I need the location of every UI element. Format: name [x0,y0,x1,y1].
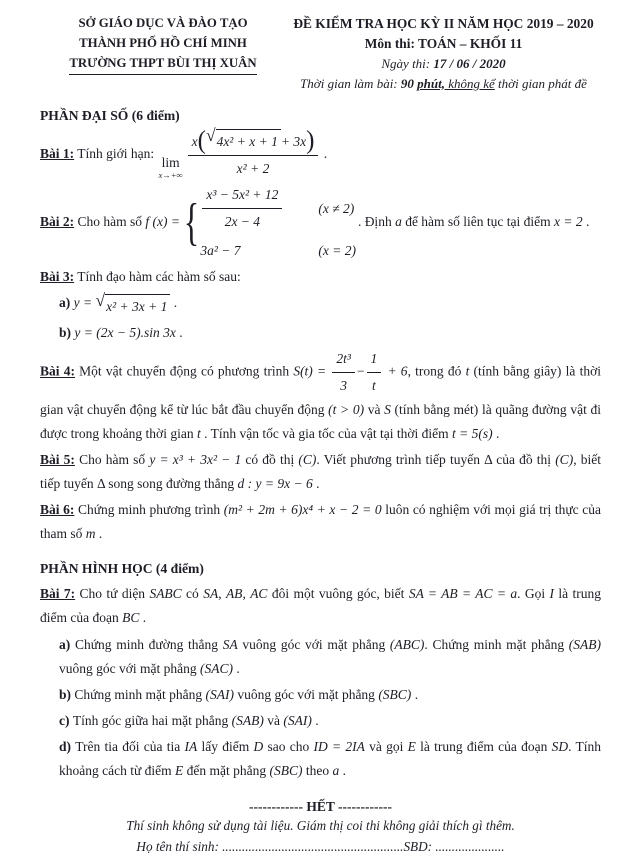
text-run: Bài 6: [40,502,75,518]
text-run: E [407,738,416,754]
square-root: √ 4x² + x + 1 [206,129,281,154]
open-paren: ( [197,126,206,156]
text-run: không kể [444,75,495,91]
text-run: . Viết phương trình tiếp tuyến Δ của đồ thị [316,452,556,468]
text-run: d) [59,738,76,754]
text-run: , trong đó [407,363,466,379]
text-run: Bài 3: [40,269,75,285]
text-run: có [181,586,204,602]
text-run: đến mặt phẳng [183,762,270,778]
text-run: E [175,762,184,778]
problem-7b [59,683,601,707]
text-run: . Gọi [517,586,550,602]
text-run: I [549,586,555,602]
text-run: S [384,402,391,418]
text-run: vuông góc với mặt phẳng [237,636,390,652]
text-run: Bài 4: [40,363,75,379]
problem-1: Bài 1: Tính giới hạn: lim x→+∞ x ( √ 4x² + x + 1 + 3x ) x² + 2 . [40,125,328,180]
text-run: x = 2 [554,214,583,230]
candidate-name-line: Họ tên thí sinh: .......................................................SBD: ..................... [136,838,505,854]
text-run: Tính góc giữa hai mặt phẳng [72,712,232,728]
text-run: ID = 2IA [313,738,365,754]
text-run: Cho tứ diện [75,586,150,602]
text-run: là trung điểm của đoạn [40,586,601,626]
problem-7 [40,582,601,630]
text-run: Bài 7: [40,586,76,602]
text-run: . [175,325,183,341]
text-run: y = [73,295,96,311]
case-2-expression: 3a² − 7 [200,243,241,259]
text-run: . [582,214,590,230]
text-run: IA [184,738,198,754]
text-run: . [411,686,419,702]
text-run: vuông góc với mặt phẳng [233,686,379,702]
text-run: là trung điểm của đoạn [415,738,552,754]
limit-operator: lim x→+∞ [158,155,183,180]
case-1-fraction: $\frac{\text{x³ − 5x² + 12}}{2x - 4}$ [202,183,282,234]
text-run: Một vật chuyển động có phương trình [74,363,294,379]
text-run: (C) [555,452,574,468]
text-run: AC [250,586,268,602]
text-run: b) [59,686,75,702]
text-run: theo [302,762,333,778]
exam-date [286,54,601,74]
text-run: m [85,526,96,542]
text-run: 17 / 06 / 2020 [433,56,506,72]
text-run: y = (2x − 5).sin 3x [74,325,176,341]
text-run: a [332,762,340,778]
problem-7c [59,709,601,733]
problem-4 [40,347,601,446]
issuer-block [40,14,286,75]
exam-rules-note: Thí sinh không sử dụng tài liệu. Giám thị coi thi không giải thích gì thêm. [126,817,515,833]
text-run: f (x) = [145,214,184,230]
text-run: Tính đạo hàm các hàm số sau: [74,269,241,285]
text-run: 90 [400,75,418,91]
text-run: , [242,586,251,602]
radical-sign: √ [205,125,216,146]
text-run: S(t) = [293,363,331,379]
text-run: t [196,426,201,442]
text-run: Bài 1: [40,146,75,162]
text-run: Trên tia đối của tia [75,738,185,754]
text-run: Chứng minh phương trình [74,502,224,518]
text-run: c) [59,712,73,728]
text-run: . [492,426,500,442]
case-2-condition: (x = 2) [318,243,356,259]
text-run: y = x³ + 3x² − 1 [149,452,242,468]
cases-brace: { [184,193,200,251]
problem-7d [59,735,601,783]
school-name: TRƯỜNG THPT BÙI THỊ XUÂN [69,54,256,76]
text-run: và gọi [364,738,408,754]
text-run: , biết tiếp tuyến Δ song song đường thẳng [40,452,601,492]
text-run: . Tính vận tốc và gia tốc của vật tại thời điểm [200,426,453,442]
exam-duration [286,74,601,94]
text-run: SD [551,738,569,754]
problem-4-fraction-1: $\frac{\text{2t³}}{3}$ [332,347,355,398]
text-run: + 6 [383,363,408,379]
problem-7a [59,633,601,681]
text-run: Bài 2: [40,214,75,230]
text-run: (t > 0) [328,402,365,418]
text-run: SA [203,586,219,602]
problem-2-intro [40,214,183,229]
issuer-line-2: THÀNH PHỐ HỒ CHÍ MINH [79,35,247,50]
text-run: . [233,660,240,676]
exam-title-block [286,14,601,93]
text-run: phút, [417,75,445,91]
text-run: . Định [357,214,396,230]
text-run: sao cho [263,738,314,754]
text-run: (SBC) [378,686,412,702]
text-run: . Chứng minh mặt phẳng [424,636,569,652]
text-run: Cho hàm số [74,452,150,468]
text-run: (SAB) [568,636,602,652]
text-run: (C) [298,452,317,468]
text-run: (SBC) [269,762,303,778]
end-marker: ------------ HẾT ------------ [249,798,392,814]
problem-3a [59,291,601,319]
problem-1-intro [40,146,158,161]
text-run: t = 5(s) [452,426,493,442]
text-run: . [139,610,147,626]
text-run: , [218,586,226,602]
text-run: . [170,295,178,311]
radical-sign: √ [95,290,106,311]
text-run: a [395,214,402,230]
text-run: Bài 5: [40,452,75,468]
exam-subject: Môn thi: TOÁN – KHỐI 11 [364,36,523,52]
text-run: đôi một vuông góc, biết [267,586,409,602]
problem-3 [40,265,601,289]
text-run: (SAC) [200,660,233,676]
exam-title: ĐỀ KIỂM TRA HỌC KỲ II NĂM HỌC 2019 – 2020 [293,16,594,31]
text-run: thời gian phát đề [494,75,587,91]
text-run: SABC [149,586,182,602]
text-run: và [263,712,284,728]
text-run: Chứng minh đường thẳng [74,636,223,652]
text-run: (tính bằng giây) là thời gian vật chuyển động kể từ lúc bắt đầu chuyển động [40,363,601,418]
text-run: và [364,402,385,418]
text-run: Ngày thi: [381,56,434,72]
text-run: a) [59,295,74,311]
text-run: Cho hàm số [74,214,146,230]
text-run: (SAB) [231,712,264,728]
document-header [40,14,601,93]
text-run: có đồ thị [241,452,299,468]
text-run: . [312,476,320,492]
text-run: d : y = 9x − 6 [237,476,313,492]
text-run: (m² + 2m + 6)x⁴ + x − 2 = 0 [223,502,382,518]
text-run: (SAI) [205,686,234,702]
problem-6 [40,498,601,546]
issuer-line-1: SỞ GIÁO DỤC VÀ ĐÀO TẠO [78,16,248,30]
text-run: Chứng minh mặt phẳng [74,686,206,702]
problem-2-question [358,214,589,229]
problem-2 [40,183,601,263]
text-run: BC [122,610,140,626]
text-run: AB [225,586,243,602]
problem-5 [40,448,601,496]
text-run: vuông góc với mặt phẳng [59,660,200,676]
text-run: (tính bằng mét) là quãng đường vật đi được trong khoảng thời gian [40,402,601,442]
section-algebra-heading: PHẦN ĐẠI SỐ (6 điểm) [40,108,180,124]
problem-4-fraction-2: $\frac{1}{t}$ [367,347,382,398]
text-run: để hàm số liên tục tại điểm [401,214,555,230]
text-run: D [253,738,264,754]
problem-3b [59,321,601,345]
minus-sign: − [356,363,365,379]
text-run: Tính giới hạn: [74,146,158,162]
text-run: . [339,762,347,778]
case-1-condition: (x ≠ 2) [318,200,355,216]
text-run: . Tính khoảng cách từ điểm [59,738,601,778]
problem-1-fraction: x ( √ 4x² + x + 1 + 3x ) x² + 2 [188,129,319,181]
text-run: t [465,363,470,379]
close-paren: ) [306,126,315,156]
text-run: . [311,712,319,728]
section-geometry-heading: PHẦN HÌNH HỌC (4 điểm) [40,561,204,577]
text-run: SA [222,636,238,652]
text-run: b) [59,325,75,341]
text-run: SA = AB = AC = a [408,586,518,602]
text-run: lấy điểm [197,738,254,754]
text-run: a) [59,636,75,652]
text-run: Thời gian làm bài: [300,75,401,91]
text-run: . [95,526,103,542]
problem-4-intro [40,364,330,379]
text-run: (ABC) [389,636,425,652]
square-root: √ x² + 3x + 1 [95,294,170,319]
text-run: (SAI) [283,712,312,728]
piecewise-function [185,183,356,263]
text-run: luôn có nghiệm với mọi giá trị thực của tham số [40,502,601,542]
